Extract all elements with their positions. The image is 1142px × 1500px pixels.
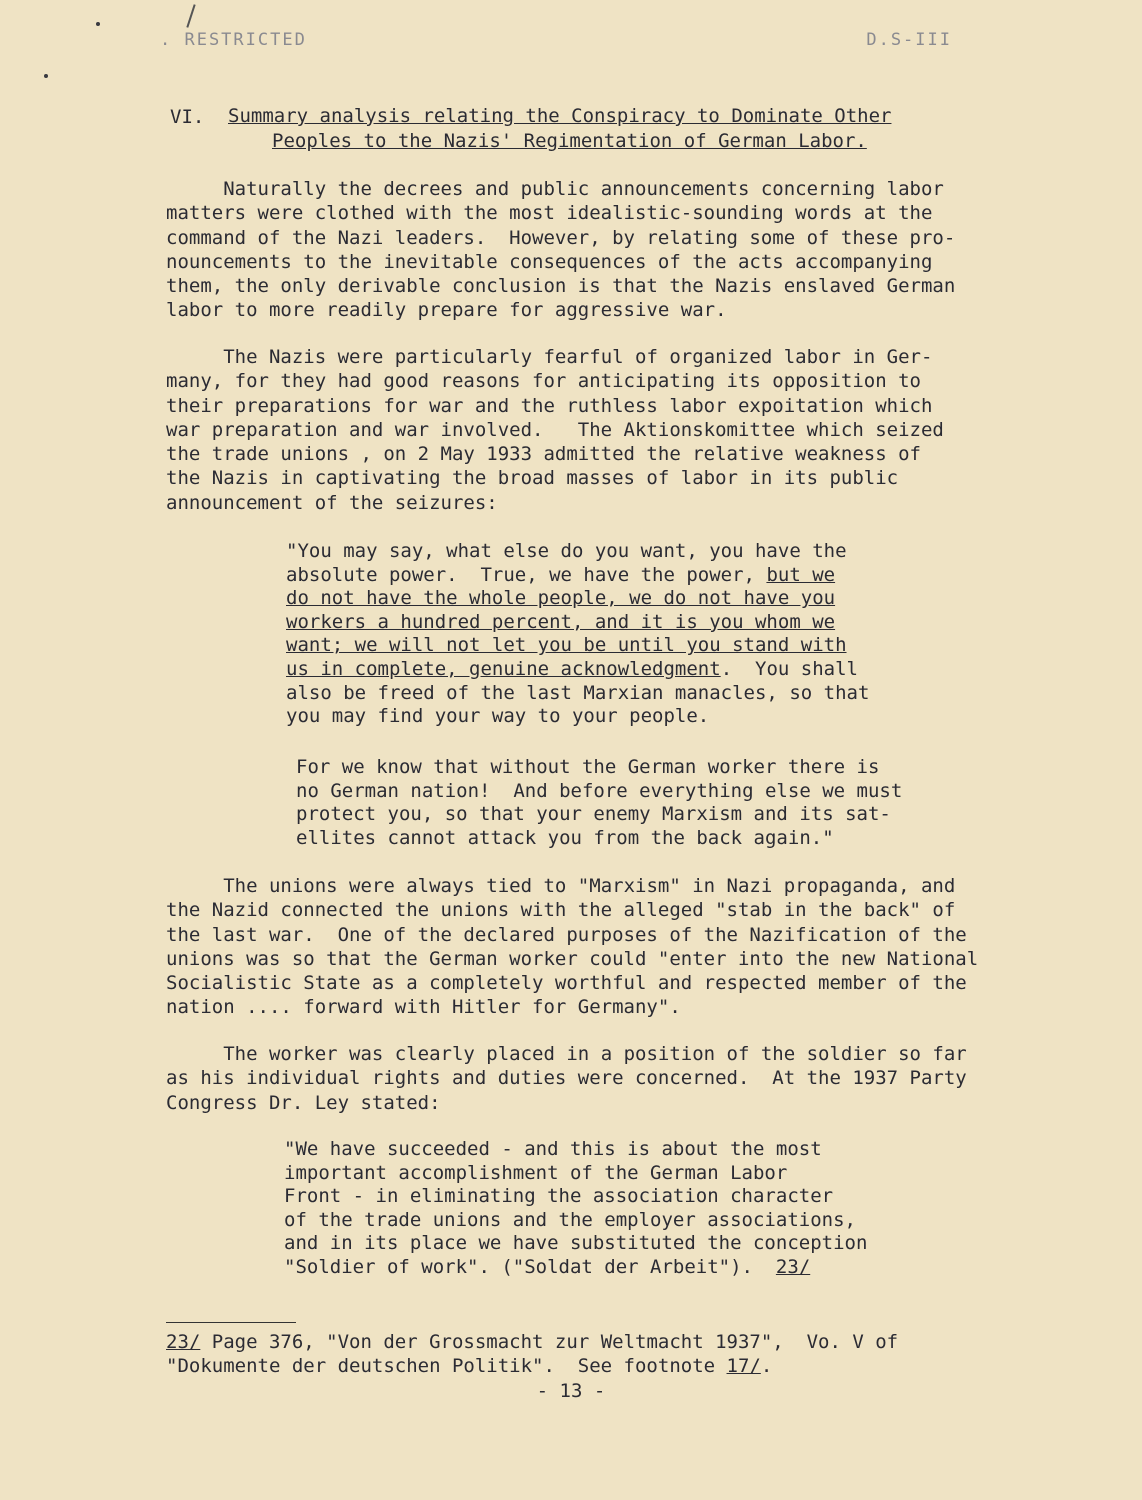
quote-1-tail: . You shall also be freed of the last Marxian manacles, so that you may find your way to your people. xyxy=(286,657,870,728)
punch-mark xyxy=(44,74,48,78)
footnote-text: Page 376, "Von der Grossmacht zur Weltmacht 1937", Vo. V of "Dokumente der deutschen Politik". See footnote xyxy=(166,1331,899,1377)
quote-1-lead: "You may say, what else do you want, you have the absolute power. True, we have the power, xyxy=(286,540,847,586)
punch-mark xyxy=(96,22,100,26)
paragraph-4: The worker was clearly placed in a position of the soldier so far as his individual rights and duties were concerned. At the 1937 Party Congress Dr. Ley stated: xyxy=(166,1043,967,1114)
footnote-cross-reference: 17/ xyxy=(726,1355,761,1377)
paragraph-3: The unions were always tied to "Marxism" in Nazi propaganda, and the Nazid connected the unions with the alleged "stab in the back" of the last war. One of the declared purposes of the Nazification of the unions was so that the German worker could "enter into the new National Socialistic State as a completely worthful and respected member of the nation .... forward with Hitler for Germany". xyxy=(166,875,979,1019)
footnote xyxy=(166,1330,1026,1378)
footnote-end: . xyxy=(760,1355,773,1377)
quote-2-text: "We have succeeded - and this is about the most important accomplishment of the German Labor Front - in eliminating the association character of the trade unions and the employer associations, and in its place we have substituted the conception "Soldier of work". ("Soldat der Arbeit"). xyxy=(284,1138,868,1278)
section-title xyxy=(228,104,948,154)
section-title-line-2: Peoples to the Nazis' Regimentation of German Labor. xyxy=(272,130,867,152)
paragraph-2: The Nazis were particularly fearful of organized labor in Ger- many, for they had good reasons for anticipating its opposition to their preparations for war and the ruthless labor expoitation which war preparation and war involved. The Aktionskomittee which seized the trade unions , on 2 May 1933 admitted the relative weakness of the Nazis in captivating the broad masses of labor in its public announcement of the seizures: xyxy=(166,346,944,514)
footnote-divider xyxy=(166,1322,296,1323)
quote-1-underlined: but we do not have the whole people, we do not have you workers a hundred percent, and it is you whom we want; we will not let you be until you stand with us in complete, genuine acknowledgment xyxy=(286,563,847,680)
section-number: VI. xyxy=(170,106,205,128)
page-number: - 13 - xyxy=(536,1380,606,1402)
classification-stamp: . RESTRICTED xyxy=(160,30,307,50)
section-title-line-1: Summary analysis relating the Conspiracy to Dominate Other xyxy=(228,105,892,127)
block-quote-1 xyxy=(286,540,926,729)
footnote-number: 23/ xyxy=(166,1331,201,1353)
document-reference: D.S-III xyxy=(866,30,952,50)
paragraph-1: Naturally the decrees and public announcements concerning labor matters were clothed with the most idealistic-sounding words at the command of the Nazi leaders. However, by relating some of these pro- nouncements to the inevitable consequences of the acts accompanying them, the only derivable conclusion is that the Nazis enslaved German labor to more readily prepare for aggressive war. xyxy=(166,178,956,322)
block-quote-1-continued: For we know that without the German worker there is no German nation! And before everything else we must protect you, so that your enemy Marxism and its sat- ellites cannot attack you from the back again." xyxy=(296,756,903,849)
pen-tick-mark xyxy=(186,4,195,27)
block-quote-2 xyxy=(284,1138,944,1280)
footnote-marker: 23/ xyxy=(775,1255,811,1278)
